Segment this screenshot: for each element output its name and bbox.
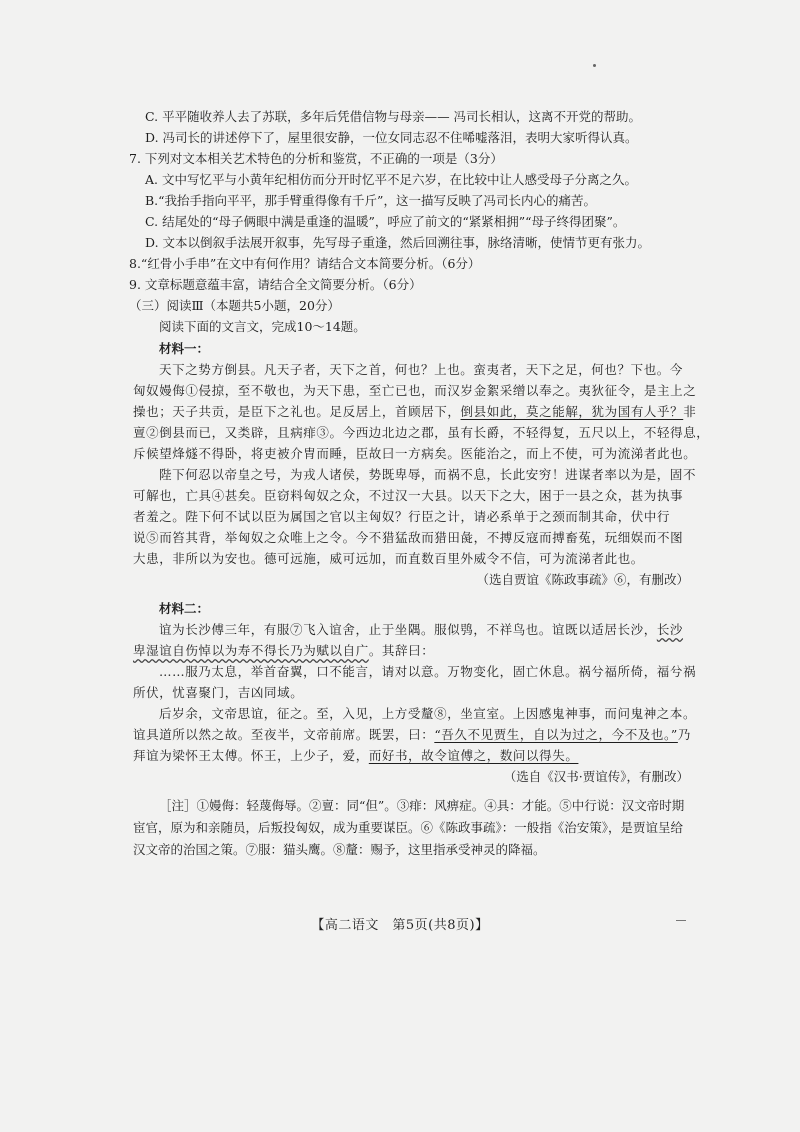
m1-p2-line: 者羞之。陛下何不试以臣为属国之官以主匈奴？行臣之计，请必系单于之颈而制其命，伏中行 — [133, 509, 671, 524]
underlined-sentence: “吾久不见贾生，自以为过之，今不及也。” — [434, 727, 678, 742]
note-line: 宦官，原为和亲随员，后叛投匈奴，成为重要谋臣。⑥《陈政事疏》：一般指《治安策》，是贾谊呈给 — [133, 820, 684, 835]
page-content — [129, 106, 710, 861]
underlined-sentence: 倒县如此，莫之能解，犹为国有人乎？ — [460, 404, 684, 419]
scan-mark — [676, 920, 686, 921]
m2-p1-text: 谊为长沙傅三年，有服⑦飞入谊舍，止于坐隅。服似鸮，不祥鸟也。谊既以适居长沙， — [159, 622, 657, 637]
m2-p3-text: 为梁怀王太傅。怀王，上少子，爱， — [159, 748, 369, 763]
q6-option-c: C. 平平随收养人去了苏联，多年后凭借信物与母亲—— 冯司长相认，这离不开党的帮助。 — [145, 109, 642, 124]
annotations — [133, 795, 693, 861]
m2-p2-line: ……服乃太息，举首奋翼，口不能言，请对以意。万物变化，固亡休息。祸兮福所倚，福兮祸 — [159, 664, 697, 679]
m1-p2-line: 大患，非所以为安也。德可远施，威可远加，而直数百里外威令不信，可为流涕者此也。 — [133, 551, 644, 566]
material-1-title: 材料一： — [159, 341, 210, 356]
q7-option-a: A. 文中写忆平与小黄年纪相仿而分开时忆平不足六岁，在比较中让人感受母子分离之久。 — [145, 172, 637, 187]
m2-p3-text: 乃 — [677, 727, 691, 742]
m1-p1-text: 非 — [683, 404, 697, 419]
m1-p2-line: 陛下何忍以帝皇之号，为戎人诸侯，势既卑辱，而祸不息，长此安穷！进谋者率以为是，固不 — [159, 467, 697, 482]
m2-p3-line: 后岁余，文帝思谊，征之。至，入见，上方受釐⑧，坐宣室。上因感鬼神事，而问鬼神之本。 — [159, 706, 697, 721]
m2-p3-line — [133, 745, 693, 766]
m1-p1-line: 亶②倒县而已，又类辟，且病痱③。今西边北边之郡，虽有长爵，不轻得复，五尺以上，不轻得息， — [133, 425, 710, 440]
material-2-source: （选自《汉书·贾谊传》，有删改） — [503, 769, 689, 784]
q9-stem: 9. 文章标题意蕴丰富，请结合全文简要分析。（6分） — [129, 277, 422, 292]
scan-speck — [593, 64, 596, 67]
m2-p1-line — [133, 619, 693, 640]
wavy-underlined-text: 长沙 — [656, 622, 684, 637]
material-1-source: （选自贾谊《陈政事疏》⑥，有删改） — [476, 572, 689, 587]
material-2-title: 材料二： — [159, 601, 210, 616]
page-footer: 【高二语文 第5页(共8页)】 — [311, 918, 489, 933]
m2-p2-line: 所伏，忧喜聚门，吉凶同域。 — [133, 685, 304, 700]
note-line: ［注］①嫚侮：轻蔑侮辱。②亶：同“但”。③痱：风痹症。④具：才能。⑤中行说：汉文帝时期 — [159, 798, 685, 813]
m2-p1-text: 。其辞曰： — [368, 643, 435, 658]
section-3-instruction: 阅读下面的文言文，完成10～14题。 — [159, 319, 366, 334]
q7-stem: 7. 下列对文本相关艺术特色的分析和鉴赏，不正确的一项是（3分） — [129, 151, 503, 166]
m1-p1-line: 斥候望烽燧不得卧，将吏被介胄而睡，臣故曰一方病矣。医能治之，而上不使，可为流涕者此也。 — [133, 446, 697, 461]
m2-p3-line — [133, 724, 693, 745]
q7-option-d: D. 文本以倒叙手法展开叙事，先写母子重逢，然后回溯往事，脉络清晰，使情节更有张力。 — [145, 235, 651, 250]
m1-p2-line: 可解也，亡具④甚矣。臣窃料匈奴之众，不过汉一大县。以天下之大，困于一县之众，甚为执事 — [133, 488, 684, 503]
m2-p3-text: 拜谊 — [133, 748, 160, 763]
m2-p3-text: 谊具道所以然之故。至夜半，文帝前席。既罢，曰： — [133, 727, 435, 742]
wavy-underlined-text: 卑湿谊自伤悼以为寿不得长乃为赋以自广 — [133, 643, 369, 658]
m1-p1-line — [133, 401, 697, 422]
note-line: 汉文帝的治国之策。⑦服：猫头鹰。⑧釐：赐予，这里指承受神灵的降福。 — [133, 842, 546, 857]
material-1-text — [133, 359, 710, 569]
q8-stem: 8.“红骨小手串”在文中有何作用？请结合文本简要分析。（6分） — [129, 256, 481, 271]
m1-p2-line: 说⑤而笞其背，举匈奴之众唯上之令。今不猎猛敌而猎田彘，不搏反寇而搏畜菟，玩细娱而不图 — [133, 530, 684, 545]
m1-p1-line: 天下之势方倒县。凡天子者，天下之首，何也？上也。蛮夷者，天下之足，何也？下也。今 — [159, 362, 684, 377]
section-3-title: （三）阅读Ⅲ（本题共5小题，20分） — [129, 298, 340, 313]
q7-option-c: C. 结尾处的“母子俩眼中满是重逢的温暖”，呼应了前文的“紧紧相拥”“母子终得团聚”。 — [145, 214, 626, 229]
material-2-text — [133, 619, 697, 766]
underlined-sentence: 而好书，故令谊傅之，数问以得失。 — [368, 748, 579, 763]
m1-p1-line: 匈奴嫚侮①侵掠，至不敬也，为天下患，至亡已也，而汉岁金絮采缯以奉之。夷狄征令，是主上之 — [133, 383, 697, 398]
q7-option-b: B.“我抬手指向平平，那手臂重得像有千斤”，这一描写反映了冯司长内心的痛苦。 — [145, 193, 596, 208]
m2-p1-line — [133, 640, 693, 661]
m1-p1-text: 操也；天子共贡，是臣下之礼也。足反居上，首顾居下， — [133, 404, 461, 419]
q6-option-d: D. 冯司长的讲述停下了，屋里很安静，一位女同志忍不住唏嘘落泪，表明大家听得认真。 — [145, 130, 638, 145]
